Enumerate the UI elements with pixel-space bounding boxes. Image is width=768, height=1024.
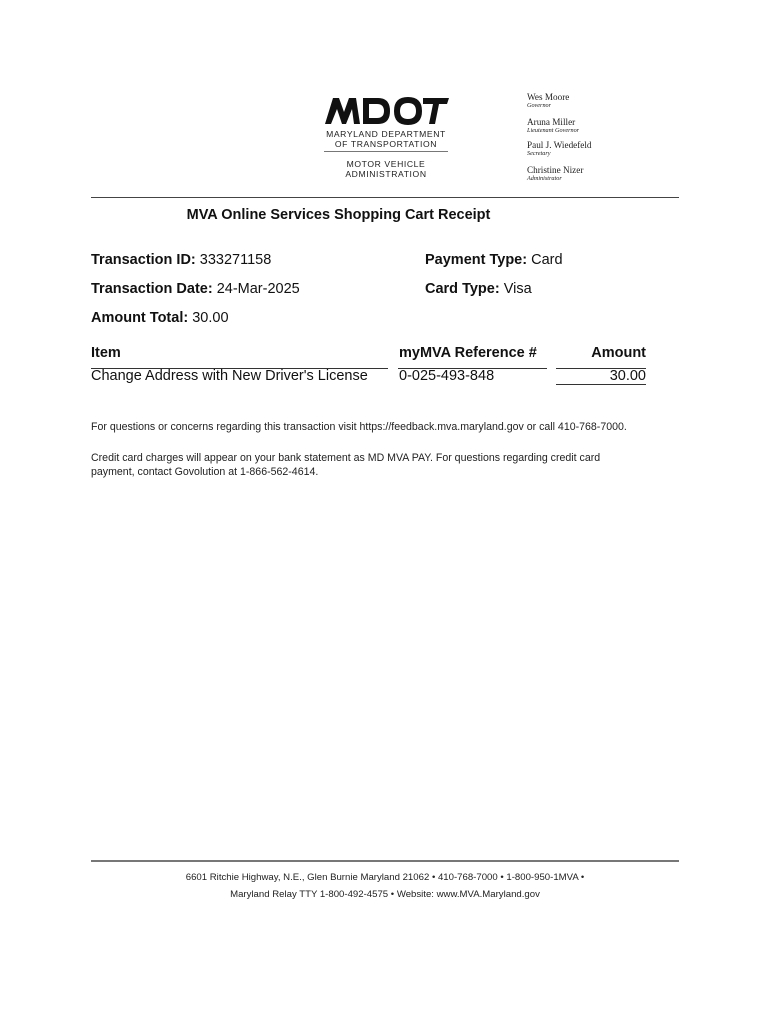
logo-line-motor-vehicle: MOTOR VEHICLE — [346, 159, 426, 169]
mdot-wordmark-logo — [324, 96, 450, 126]
amount-total-value: 30.00 — [192, 310, 229, 326]
mdot-mva-logo — [318, 96, 454, 182]
official-name: Christine Nizer — [527, 165, 584, 175]
official-administrator — [527, 165, 583, 183]
logo-line-of-transportation: OF TRANSPORTATION — [334, 139, 438, 149]
official-name: Paul J. Wiedefeld — [527, 140, 592, 150]
logo-line-administration: ADMINISTRATION — [345, 169, 427, 179]
receipt-title: MVA Online Services Shopping Cart Receipt — [186, 207, 491, 223]
official-governor — [527, 92, 569, 110]
logo-divider — [324, 151, 448, 152]
official-name: Aruna Miller — [527, 117, 576, 127]
footer-divider — [91, 860, 679, 862]
column-header-amount: Amount — [591, 345, 646, 361]
card-type-field — [425, 281, 532, 297]
row-reference-number: 0-025-493-848 — [399, 368, 495, 384]
row-amount: 30.00 — [609, 368, 646, 384]
official-secretary — [527, 140, 592, 158]
payment-type-label: Payment Type: — [425, 252, 528, 268]
official-title: Administrator — [527, 175, 562, 182]
card-type-label: Card Type: — [425, 281, 500, 297]
header-divider — [91, 197, 679, 198]
logo-line-maryland-department: MARYLAND DEPARTMENT — [326, 129, 446, 139]
footer-address-line: 6601 Ritchie Highway, N.E., Glen Burnie Maryland 21062 • 410-768-7000 • 1-800-950-1MVA • — [185, 872, 585, 883]
footer-contact-line: Maryland Relay TTY 1-800-492-4575 • Website: www.MVA.Maryland.gov — [230, 889, 540, 900]
card-type-value: Visa — [503, 281, 532, 297]
transaction-date-value: 24-Mar-2025 — [216, 281, 300, 297]
official-lieutenant-governor — [527, 117, 579, 135]
credit-card-note-line2: payment, contact Govolution at 1-866-562-4614. — [91, 466, 319, 478]
official-title: Lieutenant Governor — [527, 127, 580, 134]
payment-type-value: Card — [531, 252, 563, 268]
amount-total-label: Amount Total: — [91, 310, 189, 326]
amount-total-field — [91, 310, 229, 326]
transaction-date-field — [91, 281, 300, 297]
official-title: Governor — [527, 102, 552, 109]
transaction-id-label: Transaction ID: — [91, 252, 196, 268]
credit-card-note-line1: Credit card charges will appear on your bank statement as MD MVA PAY. For questions regarding credit card — [91, 452, 601, 464]
transaction-id-value: 333271158 — [199, 252, 272, 268]
column-header-reference: myMVA Reference # — [399, 345, 537, 361]
transaction-date-label: Transaction Date: — [91, 281, 213, 297]
transaction-id-field — [91, 252, 271, 268]
row-item-description: Change Address with New Driver's License — [91, 368, 368, 384]
payment-type-field — [425, 252, 563, 268]
column-header-item: Item — [91, 345, 121, 361]
official-name: Wes Moore — [527, 92, 570, 102]
amount-cell-underline — [556, 384, 646, 385]
official-title: Secretary — [527, 150, 551, 157]
questions-note: For questions or concerns regarding this transaction visit https://feedback.mva.maryland.gov or call 410-768-7000. — [91, 421, 627, 433]
